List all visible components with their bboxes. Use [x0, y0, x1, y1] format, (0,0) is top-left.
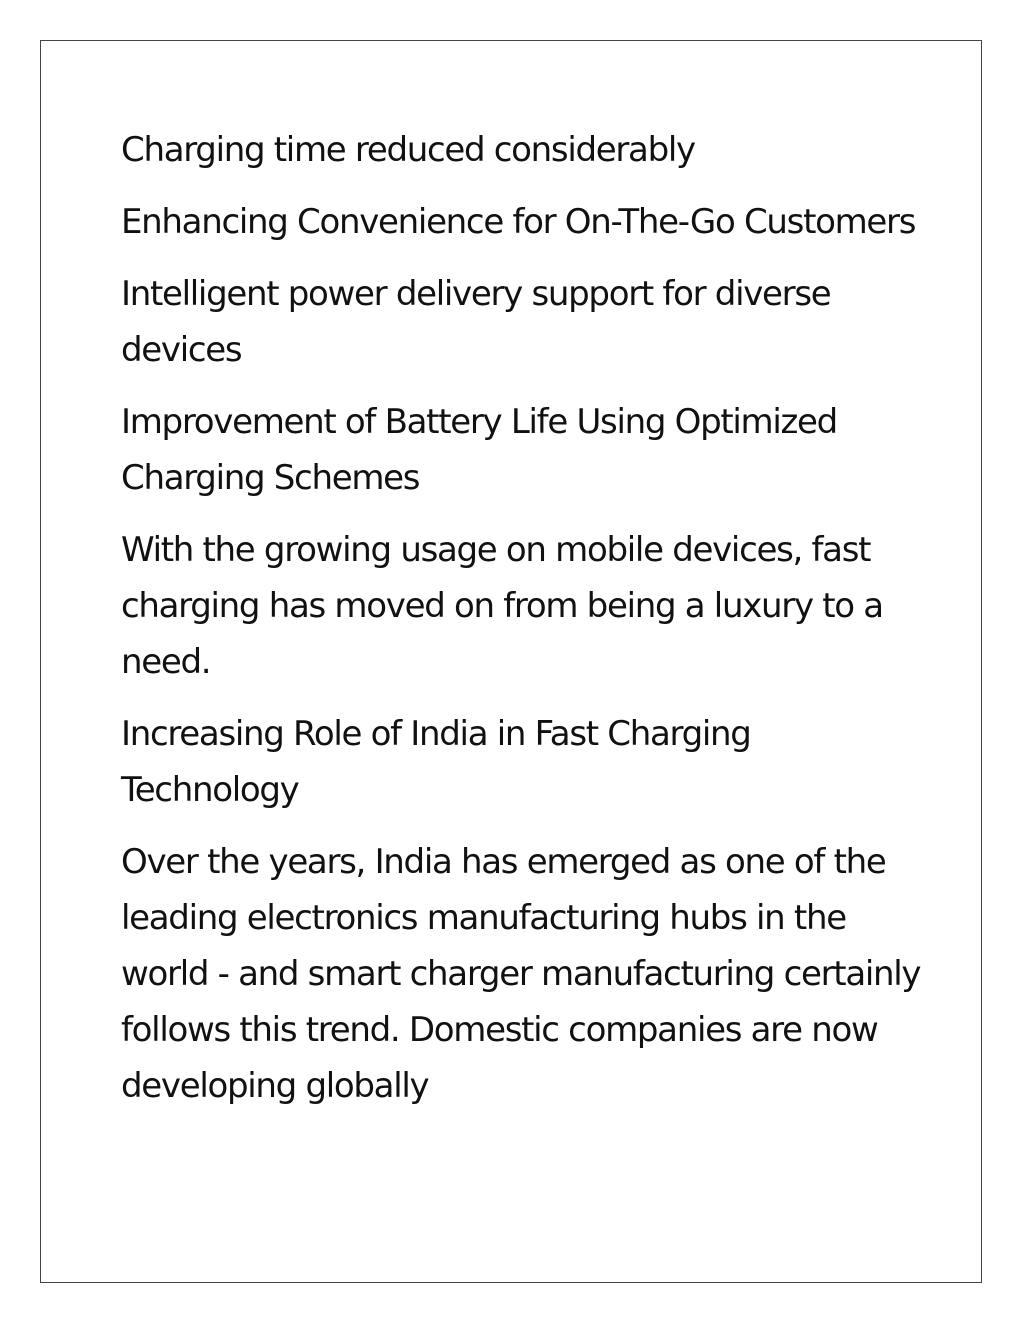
paragraph-convenience: Enhancing Convenience for On-The-Go Customers	[121, 202, 916, 242]
paragraph-mobile-usage: With the growing usage on mobile devices, fast charging has moved on from being a luxury to a need.	[121, 530, 883, 682]
paragraph-battery-life: Improvement of Battery Life Using Optimized Charging Schemes	[121, 402, 837, 498]
paragraph-india-role: Increasing Role of India in Fast Charging Technology	[121, 714, 751, 810]
paragraph-charging-time: Charging time reduced considerably	[121, 130, 695, 170]
paragraph-india-manufacturing: Over the years, India has emerged as one of the leading electronics manufacturing hubs in the world - and smart charger manufacturing certainly follows this trend. Domestic companies are now developing globally	[121, 842, 921, 1106]
paragraph-power-delivery: Intelligent power delivery support for diverse devices	[121, 274, 831, 370]
document-body	[121, 122, 921, 1130]
